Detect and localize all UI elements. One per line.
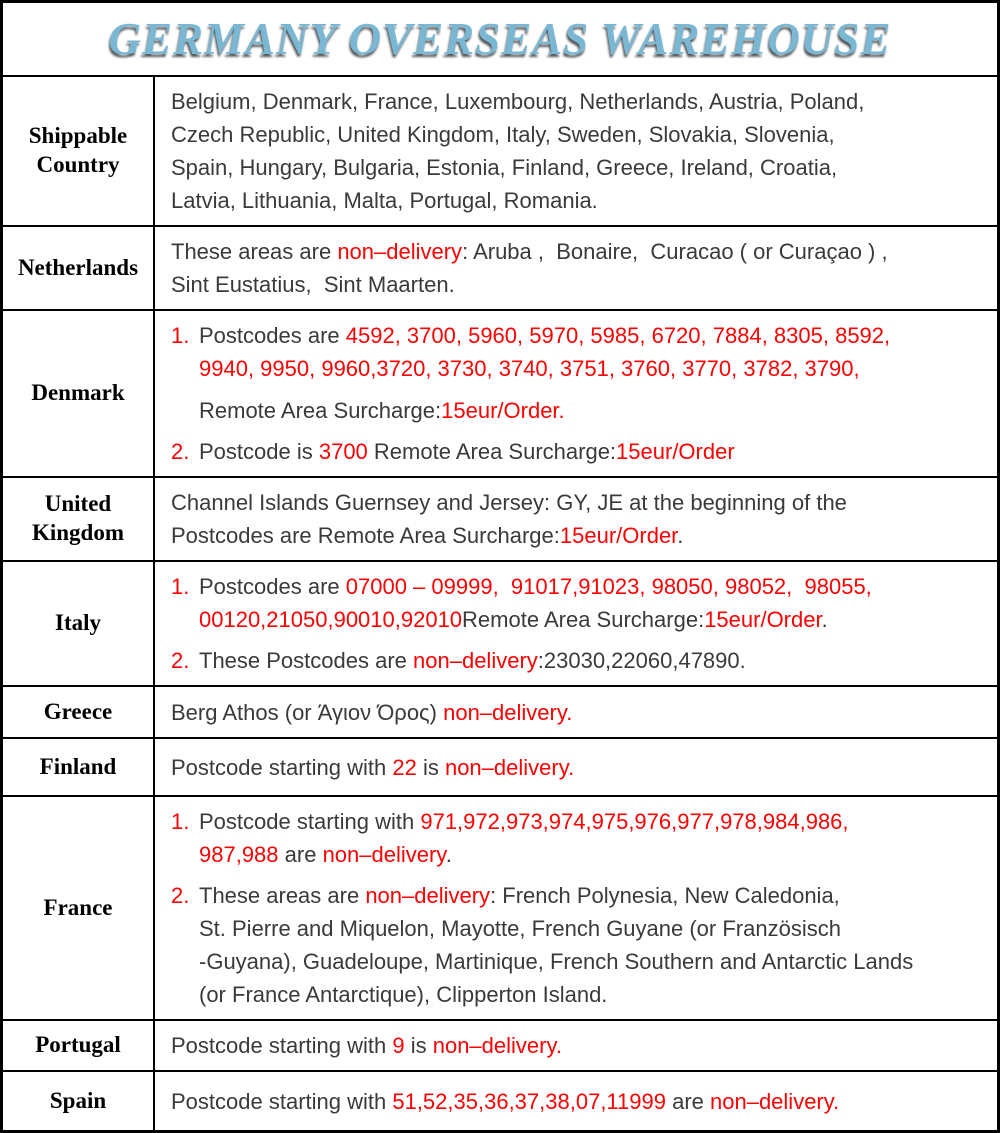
- text-segment: Postcode starting with: [171, 754, 393, 780]
- table-row-greece: [3, 685, 997, 737]
- text-segment: Postcodes are: [199, 323, 346, 348]
- text-segment: (or France Antarctique), Clipperton Island.: [199, 982, 608, 1007]
- table-row-shippable: [3, 75, 997, 225]
- row-label-italy: Italy: [3, 562, 155, 685]
- text-segment: non–delivery: [337, 239, 463, 264]
- text-segment: Remote Area Surcharge:: [462, 607, 705, 632]
- content-item: [171, 235, 989, 301]
- item-number: 2.: [171, 648, 190, 673]
- row-content-netherlands: [155, 227, 997, 309]
- row-label-portugal: Portugal: [3, 1021, 155, 1070]
- item-number: 1.: [171, 809, 190, 834]
- table-row-italy: [3, 560, 997, 685]
- text-segment: non–delivery: [413, 648, 538, 673]
- text-segment: are: [665, 1088, 710, 1114]
- text-segment: Spain, Hungary, Bulgaria, Estonia, Finland, Greece, Ireland, Croatia,: [171, 155, 838, 180]
- text-segment: Belgium, Denmark, France, Luxembourg, Netherlands, Austria, Poland,: [171, 89, 865, 114]
- text-segment: 15eur/Order: [559, 523, 678, 548]
- text-segment: Remote Area Surcharge:: [367, 439, 617, 464]
- text-segment: : Aruba , Bonaire, Curacao ( or Curaçao ) ,: [462, 239, 888, 264]
- table-row-finland: [3, 737, 997, 795]
- text-segment: 971,972,973,974,975,976,977,978,984,986,: [420, 809, 849, 834]
- row-label-denmark: Denmark: [3, 311, 155, 476]
- text-segment: 15eur/Order.: [441, 398, 565, 423]
- text-segment: Channel Islands Guernsey and Jersey: GY, JE at the beginning of the: [171, 490, 847, 515]
- content-item: [171, 85, 989, 217]
- text-segment: non–delivery.: [443, 699, 573, 725]
- text-segment: St. Pierre and Miquelon, Mayotte, French Guyane (or Französisch: [199, 916, 841, 941]
- text-segment: Czech Republic, United Kingdom, Italy, Sweden, Slovakia, Slovenia,: [171, 122, 835, 147]
- text-segment: non–delivery.: [432, 1033, 562, 1058]
- text-segment: non–delivery.: [444, 754, 575, 780]
- row-content-denmark: [155, 311, 997, 476]
- text-segment: .: [821, 607, 828, 632]
- content-item: [171, 879, 989, 1011]
- text-segment: Sint Eustatius, Sint Maarten.: [171, 272, 455, 297]
- table-row-netherlands: [3, 225, 997, 309]
- text-segment: 15eur/Order: [616, 439, 735, 464]
- text-segment: Postcodes are: [199, 574, 346, 599]
- text-segment: Postcode starting with: [171, 1033, 393, 1058]
- content-item: [171, 644, 989, 677]
- text-segment: are: [278, 842, 323, 867]
- text-segment: 9940, 9950, 9960,3720, 3730, 3740, 3751, 3760, 3770, 3782, 3790,: [199, 356, 860, 381]
- title-row: [3, 3, 997, 75]
- text-segment: is: [416, 754, 445, 780]
- row-content-uk: [155, 478, 997, 560]
- content-item: [171, 570, 989, 636]
- row-label-netherlands: Netherlands: [3, 227, 155, 309]
- text-segment: 987,988: [199, 842, 279, 867]
- item-number: 1.: [171, 323, 190, 348]
- row-label-greece: Greece: [3, 687, 155, 737]
- text-segment: : French Polynesia, New Caledonia,: [490, 883, 840, 908]
- text-segment: 07000 – 09999, 91017,91023, 98050, 98052, 98055,: [345, 574, 872, 599]
- item-number: 2.: [171, 439, 190, 464]
- content-item: [171, 486, 989, 552]
- text-segment: Postcode is: [199, 439, 319, 464]
- text-segment: :23030,22060,47890.: [537, 648, 746, 673]
- text-segment: 3700: [318, 439, 368, 464]
- text-segment: .: [677, 523, 684, 548]
- text-segment: 15eur/Order: [704, 607, 822, 632]
- content-item: [171, 805, 989, 871]
- row-content-shippable: [155, 77, 997, 225]
- table-row-uk: [3, 476, 997, 560]
- row-content-finland: [155, 739, 997, 795]
- text-segment: Remote Area Surcharge:: [199, 398, 442, 423]
- table-row-spain: [3, 1070, 997, 1130]
- table-body: [3, 75, 997, 1130]
- table-row-france: [3, 795, 997, 1019]
- row-content-france: [155, 797, 997, 1019]
- content-item: [171, 435, 989, 468]
- text-segment: 4592, 3700, 5960, 5970, 5985, 6720, 7884, 8305, 8592,: [345, 323, 891, 348]
- page-title: GERMANY OVERSEAS WAREHOUSE: [108, 14, 892, 64]
- row-label-finland: Finland: [3, 739, 155, 795]
- content-item: [171, 1029, 989, 1062]
- table-row-denmark: [3, 309, 997, 476]
- text-segment: 22: [392, 754, 417, 780]
- text-segment: 9: [392, 1033, 405, 1058]
- content-item: [171, 1085, 989, 1118]
- item-number: 2.: [171, 883, 190, 908]
- row-content-greece: [155, 687, 997, 737]
- content-item: [171, 696, 989, 729]
- text-segment: Postcodes are Remote Area Surcharge:: [171, 523, 560, 548]
- text-segment: Postcode starting with: [199, 809, 421, 834]
- row-label-spain: Spain: [3, 1072, 155, 1130]
- row-label-uk: United Kingdom: [3, 478, 155, 560]
- text-segment: These Postcodes are: [199, 648, 414, 673]
- text-segment: Berg Athos (or Άγιον Όρος): [171, 699, 444, 725]
- text-segment: Postcode starting with: [171, 1088, 393, 1114]
- text-segment: 00120,21050,90010,92010: [199, 607, 463, 632]
- text-segment: These areas are: [171, 239, 338, 264]
- row-content-spain: [155, 1072, 997, 1130]
- text-segment: non–delivery: [365, 883, 491, 908]
- text-segment: These areas are: [199, 883, 366, 908]
- text-segment: non–delivery: [322, 842, 446, 867]
- text-segment: -Guyana), Guadeloupe, Martinique, French Southern and Antarctic Lands: [199, 949, 914, 974]
- row-content-italy: [155, 562, 997, 685]
- text-segment: is: [404, 1033, 433, 1058]
- content-item: [171, 751, 989, 784]
- text-segment: Latvia, Lithuania, Malta, Portugal, Romania.: [171, 188, 598, 213]
- text-segment: 51,52,35,36,37,38,07,11999: [392, 1088, 666, 1114]
- row-label-france: France: [3, 797, 155, 1019]
- table-row-portugal: [3, 1019, 997, 1070]
- row-content-portugal: [155, 1021, 997, 1070]
- item-number: 1.: [171, 574, 190, 599]
- text-segment: non–delivery.: [710, 1088, 840, 1114]
- row-label-shippable: Shippable Country: [3, 77, 155, 225]
- content-item: [171, 319, 989, 427]
- text-segment: .: [445, 842, 452, 867]
